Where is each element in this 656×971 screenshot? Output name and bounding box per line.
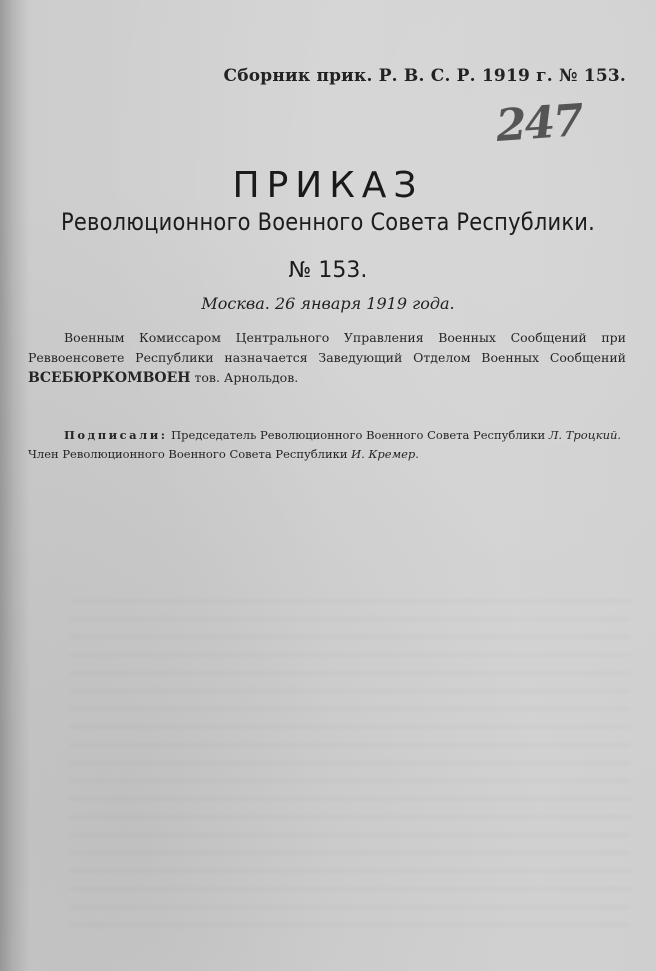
signed-label: Подписали: — [64, 428, 168, 442]
signer-1-position: Председатель Революционного Военного Совета Республики — [167, 428, 549, 442]
signature-line-1 — [28, 426, 634, 445]
appointee: тов. Арнольдов. — [190, 370, 299, 385]
signer-2-position: Член Революционного Военного Совета Республики — [28, 447, 352, 461]
collection-header: Сборник прик. Р. В. С. Р. 1919 г. № 153. — [223, 66, 626, 86]
order-body — [28, 328, 626, 388]
signer-1-name: Л. Троцкий. — [548, 428, 622, 442]
body-line-3 — [28, 368, 626, 388]
order-title: ПРИКАЗ — [232, 165, 424, 206]
organization-name: ВСЕБЮРКОМВОЕН — [28, 370, 191, 386]
order-number: № 153. — [288, 258, 368, 283]
bleed-through-texture — [70, 600, 630, 930]
signature-line-2 — [28, 445, 634, 464]
signer-2-name: И. Кремер. — [351, 447, 419, 461]
signatures-block — [28, 426, 634, 464]
place-date: Москва. 26 января 1919 года. — [201, 294, 455, 313]
order-subtitle: Революционного Военного Совета Республики. — [61, 208, 595, 236]
body-line-1: Военным Комиссаром Центрального Управления Военных Сообщений при — [64, 330, 626, 345]
handwritten-page-number: 247 — [494, 95, 584, 152]
body-line-2: Реввоенсовете Республики назначается Заведующий Отделом Военных Сообщений — [28, 350, 626, 365]
